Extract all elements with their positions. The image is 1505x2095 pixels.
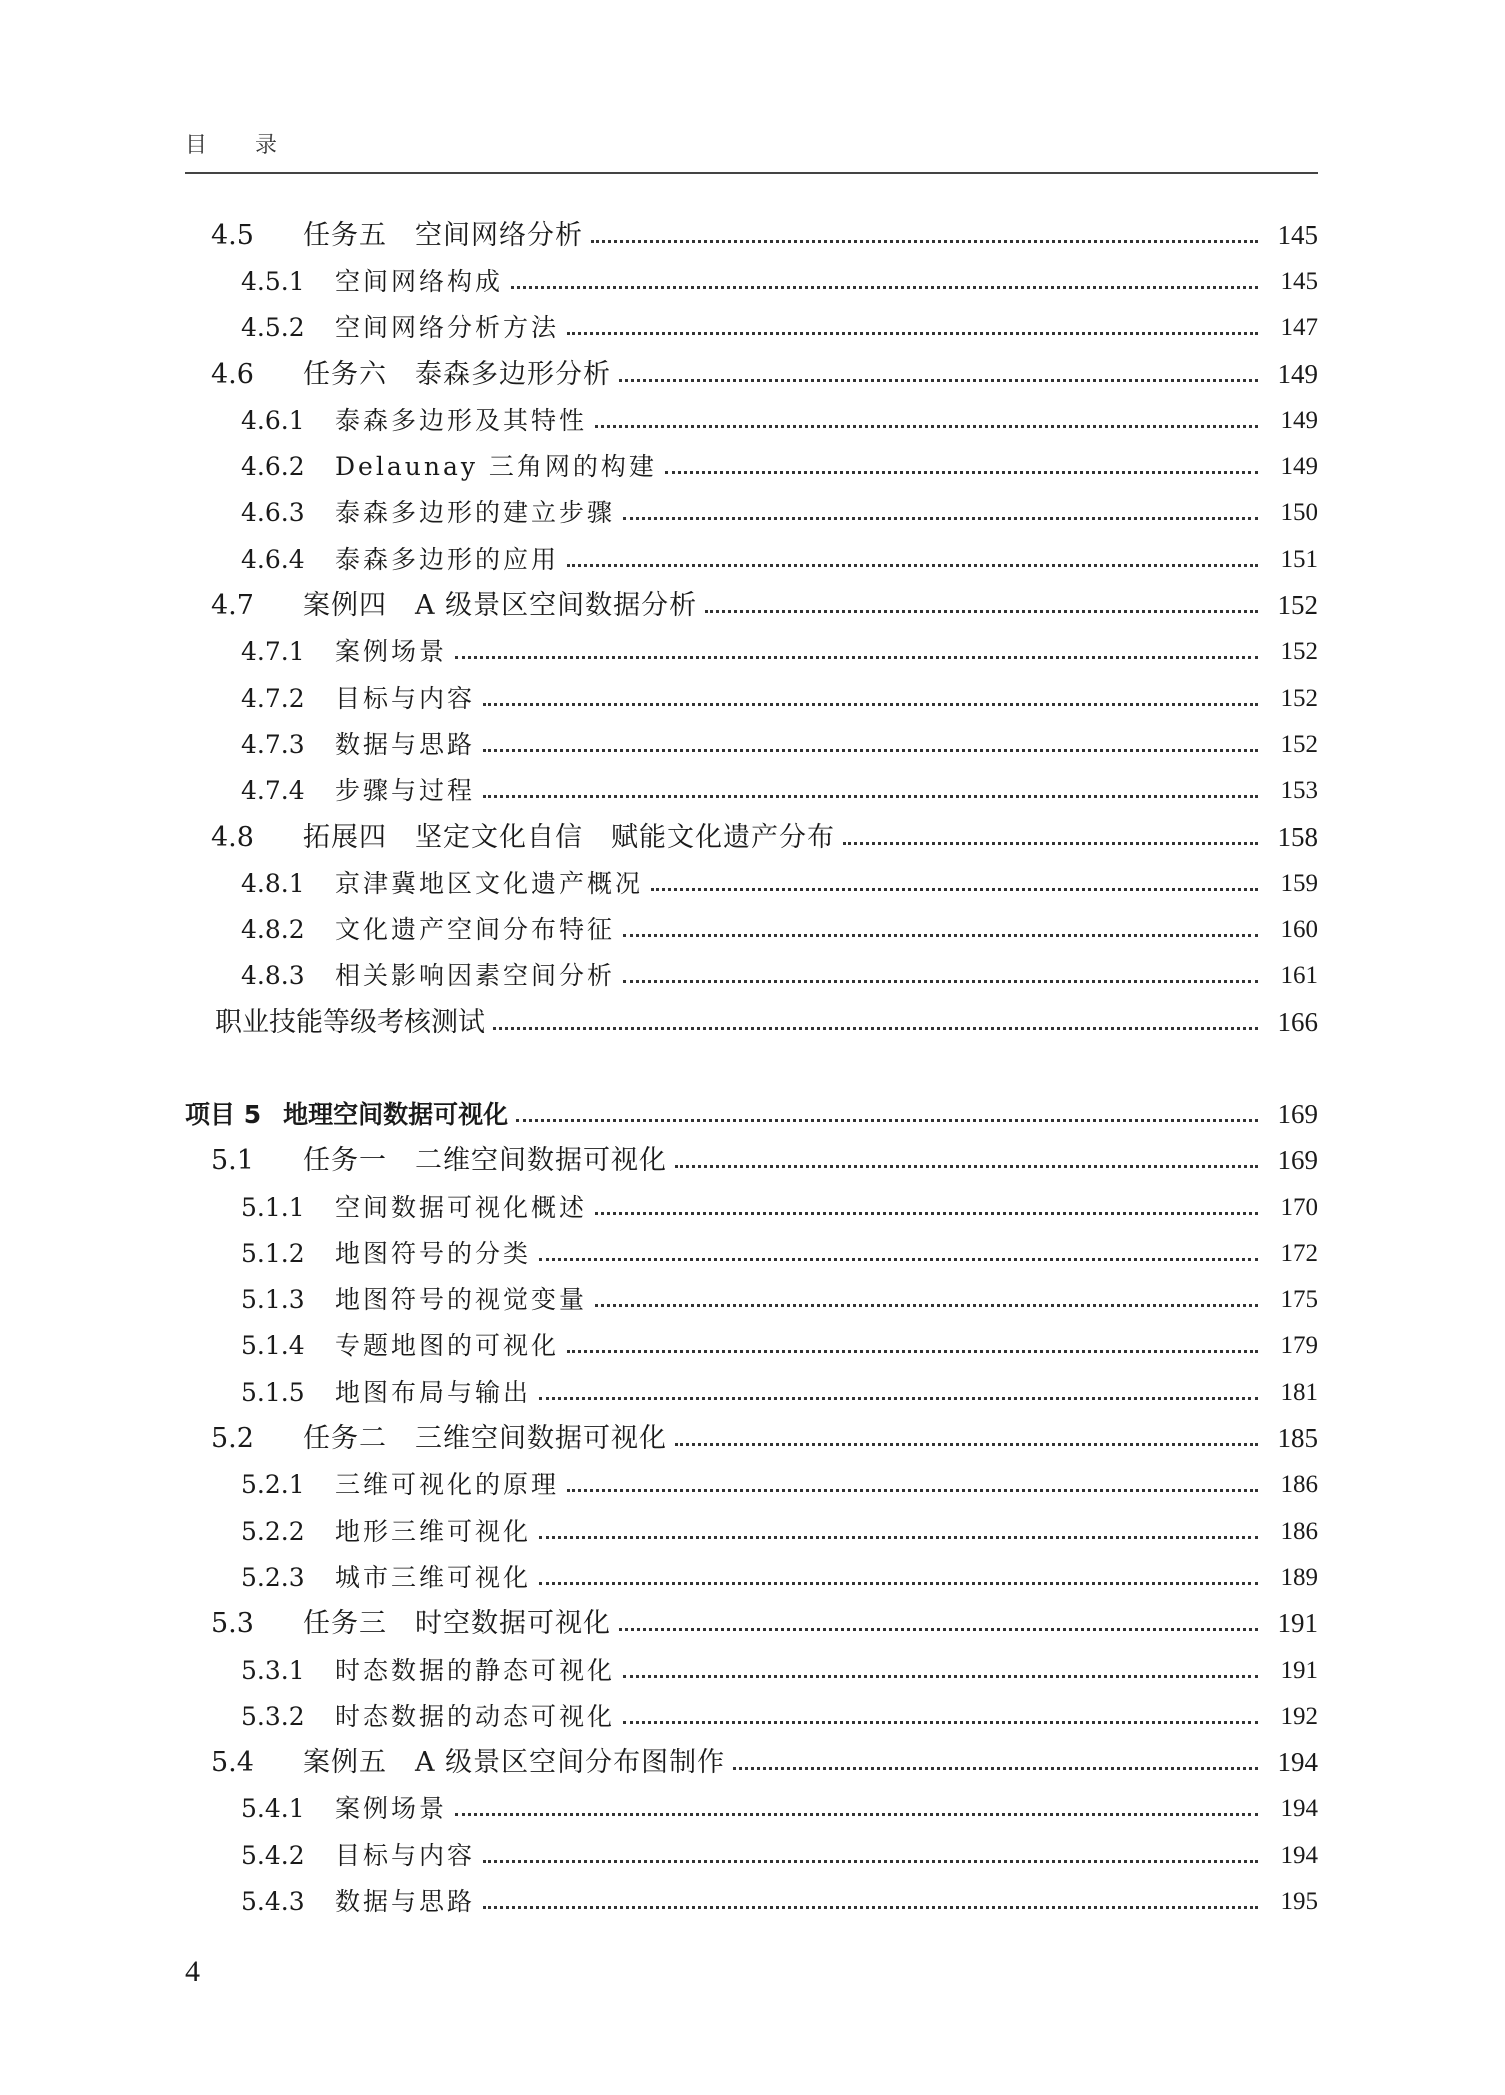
dot-leader: [567, 1350, 1258, 1353]
toc-entry-number: 4.7.4: [241, 776, 305, 806]
dot-leader: [595, 1212, 1258, 1215]
dot-leader: [651, 888, 1258, 891]
toc-entry-page: 159: [1280, 869, 1318, 897]
toc-entry-page: 151: [1280, 545, 1318, 573]
running-header: [185, 128, 1318, 174]
toc-entry-title: 案例场景: [335, 637, 448, 667]
toc-entry[interactable]: [185, 999, 1318, 1045]
table-of-contents: [185, 212, 1318, 1925]
toc-entry-number: 5.1.4: [241, 1331, 305, 1361]
toc-entry-page: 195: [1280, 1888, 1318, 1916]
toc-entry[interactable]: [185, 1693, 1318, 1739]
toc-entry-page: 179: [1280, 1332, 1318, 1360]
toc-entry-title: 职业技能等级考核测试: [215, 1006, 485, 1038]
toc-entry-title: 时态数据的静态可视化: [335, 1655, 616, 1685]
toc-entry-number: 4.8.2: [241, 915, 305, 945]
dot-leader: [483, 703, 1258, 706]
dot-leader: [843, 842, 1258, 845]
page-number: 4: [185, 1955, 200, 1988]
toc-entry[interactable]: [185, 1462, 1318, 1508]
toc-entry-number: 4.6.2: [241, 452, 305, 482]
toc-entry-number: 4.6.1: [241, 405, 305, 435]
toc-entry[interactable]: [185, 1230, 1318, 1276]
toc-entry[interactable]: [185, 814, 1318, 860]
dot-leader: [539, 1258, 1258, 1261]
toc-entry-page: 191: [1280, 1656, 1318, 1684]
toc-entry[interactable]: [185, 1091, 1318, 1137]
toc-entry[interactable]: [185, 1369, 1318, 1415]
toc-entry-number: 5.2.2: [241, 1516, 305, 1546]
toc-entry-page: 191: [1277, 1608, 1318, 1639]
toc-entry-number: 5.4.1: [241, 1794, 305, 1824]
dot-leader: [623, 1675, 1258, 1678]
toc-entry-title: 案例五 A 级景区空间分布图制作: [303, 1747, 726, 1779]
toc-entry-number: 5.1: [211, 1145, 254, 1177]
toc-entry-title: 京津冀地区文化遗产概况: [335, 868, 644, 898]
toc-entry[interactable]: [185, 351, 1318, 397]
dot-leader: [483, 749, 1258, 752]
toc-entry-title: 地理空间数据可视化: [283, 1099, 509, 1129]
dot-leader: [455, 656, 1258, 659]
toc-entry[interactable]: [185, 721, 1318, 767]
toc-entry-number: 4.7.2: [241, 683, 305, 713]
toc-entry[interactable]: [185, 1601, 1318, 1647]
toc-entry-title: 案例场景: [335, 1794, 448, 1824]
toc-entry-title: 时态数据的动态可视化: [335, 1701, 616, 1731]
toc-entry-title: 相关影响因素空间分析: [335, 961, 616, 991]
toc-entry-number: 5.1.3: [241, 1285, 305, 1315]
toc-entry-title: 目标与内容: [335, 683, 476, 713]
toc-entry-title: 任务五 空间网络分析: [303, 219, 583, 251]
toc-entry-number: 5.4: [211, 1747, 254, 1779]
toc-entry-page: 161: [1280, 962, 1318, 990]
toc-entry[interactable]: [185, 675, 1318, 721]
toc-entry-title: 地图符号的视觉变量: [335, 1285, 588, 1315]
toc-entry-number: 5.2: [211, 1423, 254, 1455]
dot-leader: [567, 1489, 1258, 1492]
toc-entry-number: 4.6.3: [241, 498, 305, 528]
toc-entry-page: 181: [1280, 1378, 1318, 1406]
dot-leader: [675, 1165, 1258, 1168]
dot-leader: [539, 1582, 1258, 1585]
toc-entry-title: 任务六 泰森多边形分析: [303, 358, 611, 390]
toc-entry-page: 189: [1280, 1563, 1318, 1591]
toc-entry-page: 172: [1280, 1239, 1318, 1267]
toc-entry-page: 149: [1280, 406, 1318, 434]
toc-entry-number: 4.7.1: [241, 637, 305, 667]
dot-leader: [493, 1027, 1258, 1030]
toc-entry-number: 5.1.1: [241, 1192, 305, 1222]
toc-entry[interactable]: [185, 258, 1318, 304]
toc-entry-title: 任务一 二维空间数据可视化: [303, 1145, 667, 1177]
toc-entry[interactable]: [185, 1740, 1318, 1786]
toc-entry-title: 地图符号的分类: [335, 1238, 532, 1268]
toc-entry-page: 175: [1280, 1286, 1318, 1314]
toc-entry-page: 152: [1280, 638, 1318, 666]
toc-entry-page: 169: [1277, 1098, 1318, 1129]
toc-entry[interactable]: [185, 1323, 1318, 1369]
toc-entry[interactable]: [185, 1786, 1318, 1832]
toc-entry-title: 地图布局与输出: [335, 1377, 532, 1407]
toc-entry-page: 160: [1280, 916, 1318, 944]
toc-entry-page: 152: [1277, 590, 1318, 621]
dot-leader: [595, 425, 1258, 428]
toc-entry[interactable]: [185, 1508, 1318, 1554]
toc-entry-page: 194: [1280, 1795, 1318, 1823]
toc-entry-number: 4.5: [211, 219, 254, 251]
header-title: 目录: [185, 133, 326, 158]
toc-entry-title: 步骤与过程: [335, 776, 476, 806]
toc-entry[interactable]: [185, 1878, 1318, 1924]
toc-entry-title: 拓展四 坚定文化自信 赋能文化遗产分布: [303, 821, 835, 853]
toc-entry-number: 4.5.1: [241, 266, 305, 296]
toc-entry-title: Delaunay 三角网的构建: [335, 452, 657, 482]
toc-entry-number: 4.7.3: [241, 729, 305, 759]
toc-entry-number: 4.8.1: [241, 868, 305, 898]
toc-entry[interactable]: [185, 1138, 1318, 1184]
toc-entry-page: 150: [1280, 499, 1318, 527]
toc-entry-number: 5.4.3: [241, 1887, 305, 1917]
toc-entry-title: 泰森多边形及其特性: [335, 405, 588, 435]
toc-entry-page: 185: [1277, 1423, 1318, 1454]
toc-entry-number: 5.2.1: [241, 1470, 305, 1500]
toc-entry-number: 4.5.2: [241, 313, 305, 343]
toc-entry-title: 文化遗产空间分布特征: [335, 915, 616, 945]
toc-entry-page: 186: [1280, 1517, 1318, 1545]
toc-entry[interactable]: [185, 305, 1318, 351]
toc-entry[interactable]: [185, 536, 1318, 582]
toc-entry-title: 数据与思路: [335, 1887, 476, 1917]
toc-entry[interactable]: [185, 1184, 1318, 1230]
toc-entry-number: 4.6.4: [241, 544, 305, 574]
toc-entry-page: 192: [1280, 1702, 1318, 1730]
toc-entry-page: 149: [1280, 453, 1318, 481]
dot-leader: [595, 1304, 1258, 1307]
dot-leader: [483, 1906, 1258, 1909]
dot-leader: [455, 1813, 1258, 1816]
toc-entry-number: 项目 5: [185, 1099, 262, 1129]
toc-entry-number: 4.8.3: [241, 961, 305, 991]
toc-entry-page: 152: [1280, 684, 1318, 712]
dot-leader: [567, 332, 1258, 335]
dot-leader: [623, 1721, 1258, 1724]
toc-entry-number: 5.3: [211, 1608, 254, 1640]
dot-leader: [733, 1767, 1258, 1770]
toc-entry-page: 153: [1280, 777, 1318, 805]
dot-leader: [483, 1860, 1258, 1863]
toc-entry[interactable]: [185, 768, 1318, 814]
toc-entry-page: 152: [1280, 730, 1318, 758]
dot-leader: [483, 795, 1258, 798]
toc-entry-page: 186: [1280, 1471, 1318, 1499]
toc-entry[interactable]: [185, 490, 1318, 536]
toc-entry-page: 169: [1277, 1145, 1318, 1176]
toc-entry[interactable]: [185, 1832, 1318, 1878]
toc-entry[interactable]: [185, 1647, 1318, 1693]
toc-entry-page: 170: [1280, 1193, 1318, 1221]
toc-entry[interactable]: [185, 443, 1318, 489]
dot-leader: [665, 471, 1258, 474]
dot-leader: [705, 610, 1258, 613]
toc-entry[interactable]: [185, 629, 1318, 675]
toc-entry-number: 5.2.3: [241, 1562, 305, 1592]
dot-leader: [567, 564, 1258, 567]
toc-entry-number: 4.8: [211, 821, 254, 853]
toc-entry-page: 194: [1277, 1747, 1318, 1778]
toc-entry-title: 地形三维可视化: [335, 1516, 532, 1546]
toc-entry-title: 空间网络构成: [335, 266, 504, 296]
dot-leader: [623, 980, 1258, 983]
toc-entry-number: 5.3.1: [241, 1655, 305, 1685]
toc-entry-title: 城市三维可视化: [335, 1562, 532, 1592]
toc-entry-number: 4.7: [211, 590, 254, 622]
toc-entry-title: 泰森多边形的建立步骤: [335, 498, 616, 528]
dot-leader: [619, 1628, 1258, 1631]
toc-entry-title: 空间网络分析方法: [335, 313, 560, 343]
toc-entry[interactable]: [185, 1415, 1318, 1461]
toc-entry[interactable]: [185, 582, 1318, 628]
toc-entry-number: 5.1.2: [241, 1238, 305, 1268]
toc-entry-title: 案例四 A 级景区空间数据分析: [303, 590, 698, 622]
toc-entry-page: 166: [1277, 1006, 1318, 1037]
dot-leader: [619, 379, 1258, 382]
dot-leader: [511, 286, 1258, 289]
section-gap: [185, 1045, 1318, 1091]
toc-entry-title: 任务三 时空数据可视化: [303, 1608, 611, 1640]
toc-entry-title: 目标与内容: [335, 1840, 476, 1870]
toc-entry-page: 194: [1280, 1841, 1318, 1869]
toc-entry[interactable]: [185, 953, 1318, 999]
toc-entry-title: 空间数据可视化概述: [335, 1192, 588, 1222]
toc-entry-page: 147: [1280, 314, 1318, 342]
toc-entry-number: 4.6: [211, 358, 254, 390]
toc-entry[interactable]: [185, 860, 1318, 906]
dot-leader: [675, 1443, 1258, 1446]
toc-entry-page: 149: [1277, 358, 1318, 389]
dot-leader: [516, 1119, 1258, 1122]
toc-entry[interactable]: [185, 906, 1318, 952]
dot-leader: [539, 1397, 1258, 1400]
toc-entry-number: 5.4.2: [241, 1840, 305, 1870]
toc-entry-title: 三维可视化的原理: [335, 1470, 560, 1500]
toc-entry[interactable]: [185, 1277, 1318, 1323]
toc-entry-title: 任务二 三维空间数据可视化: [303, 1423, 667, 1455]
dot-leader: [591, 240, 1258, 243]
toc-entry-page: 145: [1277, 219, 1318, 250]
toc-entry[interactable]: [185, 212, 1318, 258]
toc-entry-page: 158: [1277, 821, 1318, 852]
toc-entry-number: 5.1.5: [241, 1377, 305, 1407]
dot-leader: [539, 1536, 1258, 1539]
toc-entry[interactable]: [185, 397, 1318, 443]
toc-entry[interactable]: [185, 1554, 1318, 1600]
dot-leader: [623, 517, 1258, 520]
toc-entry-title: 专题地图的可视化: [335, 1331, 560, 1361]
toc-entry-title: 数据与思路: [335, 729, 476, 759]
toc-entry-number: 5.3.2: [241, 1701, 305, 1731]
dot-leader: [623, 934, 1258, 937]
toc-entry-title: 泰森多边形的应用: [335, 544, 560, 574]
toc-entry-page: 145: [1280, 267, 1318, 295]
